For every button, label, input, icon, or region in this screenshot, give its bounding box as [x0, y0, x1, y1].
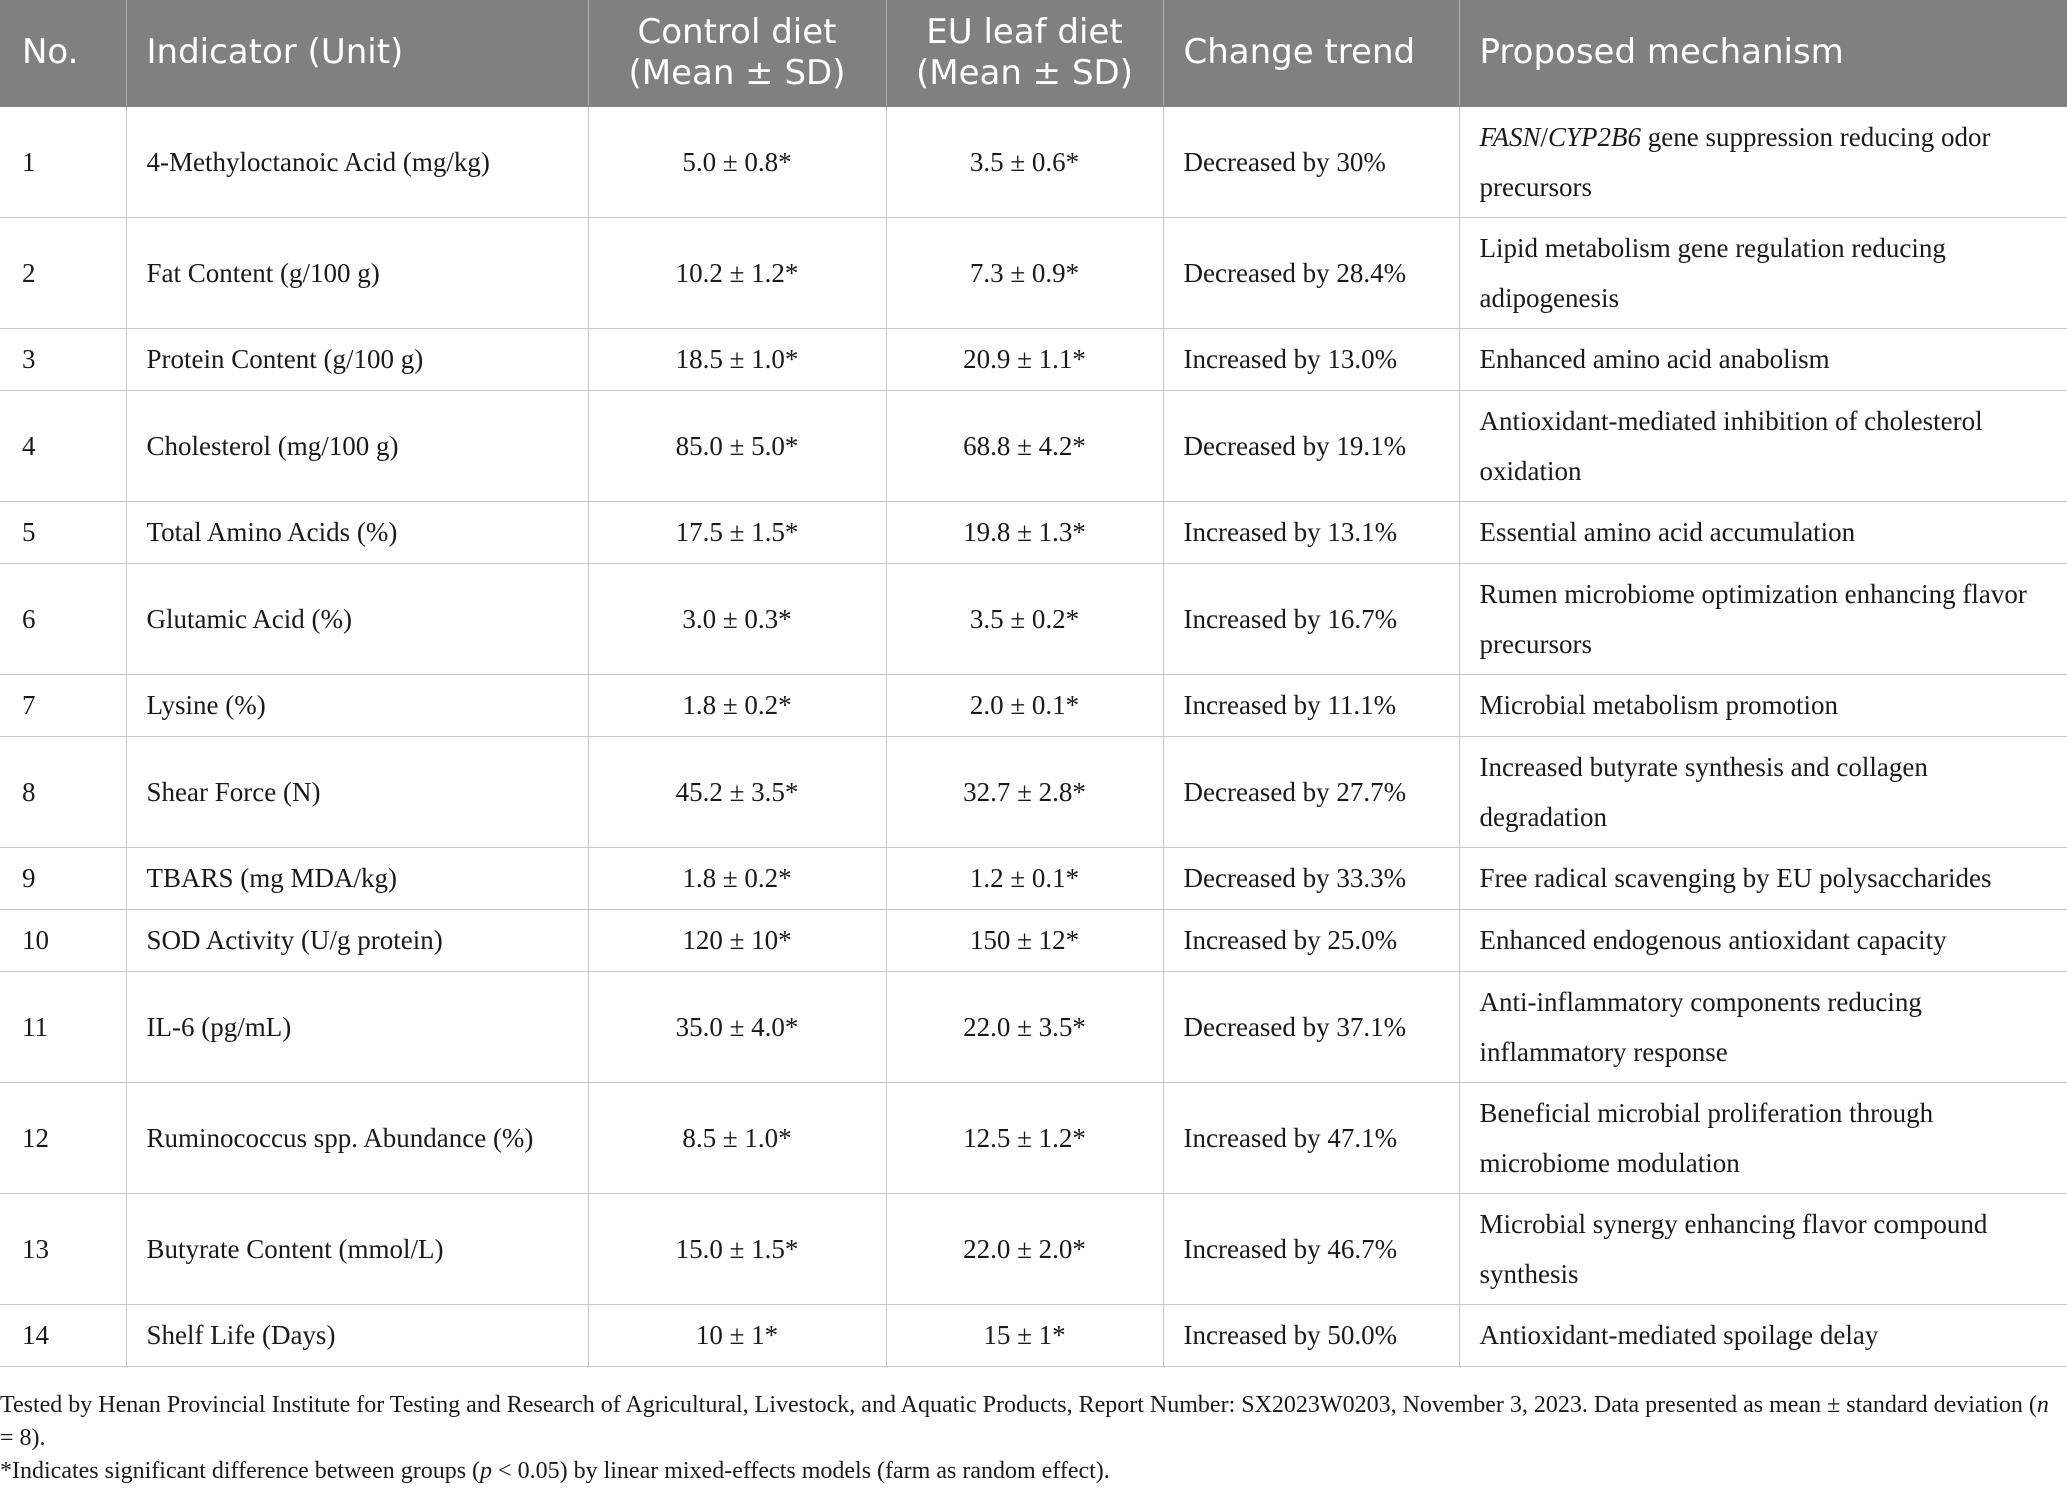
- cell-control: 10.2 ± 1.2*: [588, 217, 886, 328]
- mechanism-text: gene suppression reducing odor precursors: [1479, 121, 1991, 202]
- cell-no: 3: [0, 328, 126, 390]
- cell-mechanism: Enhanced amino acid anabolism: [1459, 328, 2067, 390]
- table-row: [0, 106, 2067, 217]
- cell-eu: 2.0 ± 0.1*: [886, 674, 1163, 736]
- cell-trend: Decreased by 19.1%: [1163, 390, 1459, 501]
- header-eu-line1: EU leaf diet: [926, 11, 1123, 52]
- cell-no: 12: [0, 1082, 126, 1193]
- cell-eu: 3.5 ± 0.2*: [886, 563, 1163, 674]
- cell-eu: 15 ± 1*: [886, 1304, 1163, 1366]
- cell-control: 120 ± 10*: [588, 909, 886, 971]
- header-eu-line2: (Mean ± SD): [915, 52, 1134, 93]
- cell-eu: 20.9 ± 1.1*: [886, 328, 1163, 390]
- cell-mechanism: Anti-inflammatory components reducing inflammatory response: [1459, 971, 2067, 1082]
- cell-control: 18.5 ± 1.0*: [588, 328, 886, 390]
- footnote-source-text: Tested by Henan Provincial Institute for Testing and Research of Agricultural, Livestock, and Aquatic Products, Report Number: SX2023W0203, November 3, 2023. Data presented as mean ± standard deviation (: [0, 1392, 2037, 1418]
- cell-indicator: Lysine (%): [126, 674, 588, 736]
- cell-trend: Decreased by 37.1%: [1163, 971, 1459, 1082]
- cell-control: 3.0 ± 0.3*: [588, 563, 886, 674]
- cell-eu: 3.5 ± 0.6*: [886, 106, 1163, 217]
- cell-indicator: Glutamic Acid (%): [126, 563, 588, 674]
- cell-indicator: Butyrate Content (mmol/L): [126, 1193, 588, 1304]
- header-no: No.: [0, 0, 126, 106]
- cell-eu: 1.2 ± 0.1*: [886, 847, 1163, 909]
- cell-eu: 22.0 ± 3.5*: [886, 971, 1163, 1082]
- cell-trend: Increased by 13.1%: [1163, 501, 1459, 563]
- cell-no: 1: [0, 106, 126, 217]
- cell-indicator: Protein Content (g/100 g): [126, 328, 588, 390]
- cell-trend: Decreased by 33.3%: [1163, 847, 1459, 909]
- footnote-p-symbol: p: [480, 1458, 493, 1484]
- footnote-significance: [0, 1455, 2067, 1488]
- cell-indicator: Shear Force (N): [126, 736, 588, 847]
- table-row: [0, 909, 2067, 971]
- cell-indicator: Total Amino Acids (%): [126, 501, 588, 563]
- cell-mechanism: Enhanced endogenous antioxidant capacity: [1459, 909, 2067, 971]
- cell-no: 11: [0, 971, 126, 1082]
- cell-no: 14: [0, 1304, 126, 1366]
- table-row: [0, 971, 2067, 1082]
- cell-eu: 12.5 ± 1.2*: [886, 1082, 1163, 1193]
- cell-eu: 19.8 ± 1.3*: [886, 501, 1163, 563]
- table-row: [0, 1304, 2067, 1366]
- cell-control: 1.8 ± 0.2*: [588, 674, 886, 736]
- cell-no: 10: [0, 909, 126, 971]
- table-footnotes: [0, 1389, 2067, 1488]
- cell-control: 15.0 ± 1.5*: [588, 1193, 886, 1304]
- cell-control: 45.2 ± 3.5*: [588, 736, 886, 847]
- table-row: [0, 674, 2067, 736]
- cell-mechanism: Beneficial microbial proliferation through microbiome modulation: [1459, 1082, 2067, 1193]
- cell-trend: Increased by 50.0%: [1163, 1304, 1459, 1366]
- cell-no: 8: [0, 736, 126, 847]
- cell-control: 1.8 ± 0.2*: [588, 847, 886, 909]
- header-row: [0, 0, 2067, 106]
- gene-name: FASN: [1479, 121, 1541, 152]
- cell-control: 8.5 ± 1.0*: [588, 1082, 886, 1193]
- cell-trend: Increased by 11.1%: [1163, 674, 1459, 736]
- cell-indicator: Ruminococcus spp. Abundance (%): [126, 1082, 588, 1193]
- cell-eu: 150 ± 12*: [886, 909, 1163, 971]
- header-trend: Change trend: [1163, 0, 1459, 106]
- cell-mechanism: Essential amino acid accumulation: [1459, 501, 2067, 563]
- cell-no: 6: [0, 563, 126, 674]
- cell-control: 17.5 ± 1.5*: [588, 501, 886, 563]
- header-indicator: Indicator (Unit): [126, 0, 588, 106]
- cell-control: 5.0 ± 0.8*: [588, 106, 886, 217]
- cell-mechanism: Rumen microbiome optimization enhancing flavor precursors: [1459, 563, 2067, 674]
- cell-mechanism: Free radical scavenging by EU polysaccharides: [1459, 847, 2067, 909]
- cell-no: 5: [0, 501, 126, 563]
- cell-indicator: Fat Content (g/100 g): [126, 217, 588, 328]
- cell-mechanism: Antioxidant-mediated spoilage delay: [1459, 1304, 2067, 1366]
- cell-control: 85.0 ± 5.0*: [588, 390, 886, 501]
- header-control-line2: (Mean ± SD): [628, 52, 846, 93]
- table-row: [0, 1193, 2067, 1304]
- footnote-source-end: = 8).: [0, 1425, 46, 1451]
- cell-eu: 22.0 ± 2.0*: [886, 1193, 1163, 1304]
- footnote-significance-end: < 0.05) by linear mixed-effects models (farm as random effect).: [492, 1458, 1110, 1484]
- cell-mechanism: [1459, 106, 2067, 217]
- gene-name: CYP2B6: [1548, 121, 1642, 152]
- table-row: [0, 328, 2067, 390]
- cell-indicator: SOD Activity (U/g protein): [126, 909, 588, 971]
- table-row: [0, 847, 2067, 909]
- header-eu: [886, 0, 1163, 106]
- table-row: [0, 1082, 2067, 1193]
- cell-eu: 7.3 ± 0.9*: [886, 217, 1163, 328]
- cell-trend: Decreased by 28.4%: [1163, 217, 1459, 328]
- table-row: [0, 501, 2067, 563]
- footnote-source: [0, 1389, 2067, 1455]
- cell-mechanism: Lipid metabolism gene regulation reducing adipogenesis: [1459, 217, 2067, 328]
- cell-trend: Increased by 13.0%: [1163, 328, 1459, 390]
- header-control-line1: Control diet: [637, 11, 837, 52]
- cell-trend: Increased by 46.7%: [1163, 1193, 1459, 1304]
- footnote-n-symbol: n: [2036, 1392, 2049, 1418]
- cell-eu: 68.8 ± 4.2*: [886, 390, 1163, 501]
- table-row: [0, 390, 2067, 501]
- cell-control: 35.0 ± 4.0*: [588, 971, 886, 1082]
- gene-separator: /: [1540, 121, 1549, 152]
- cell-trend: Increased by 25.0%: [1163, 909, 1459, 971]
- cell-indicator: Shelf Life (Days): [126, 1304, 588, 1366]
- cell-no: 9: [0, 847, 126, 909]
- cell-trend: Decreased by 27.7%: [1163, 736, 1459, 847]
- cell-indicator: TBARS (mg MDA/kg): [126, 847, 588, 909]
- cell-trend: Increased by 47.1%: [1163, 1082, 1459, 1193]
- cell-no: 7: [0, 674, 126, 736]
- cell-control: 10 ± 1*: [588, 1304, 886, 1366]
- table-row: [0, 563, 2067, 674]
- cell-trend: Decreased by 30%: [1163, 106, 1459, 217]
- cell-indicator: Cholesterol (mg/100 g): [126, 390, 588, 501]
- cell-mechanism: Microbial synergy enhancing flavor compound synthesis: [1459, 1193, 2067, 1304]
- cell-no: 13: [0, 1193, 126, 1304]
- cell-indicator: IL-6 (pg/mL): [126, 971, 588, 1082]
- table-row: [0, 217, 2067, 328]
- cell-mechanism: Increased butyrate synthesis and collagen degradation: [1459, 736, 2067, 847]
- header-control: [588, 0, 886, 106]
- header-mechanism: Proposed mechanism: [1459, 0, 2067, 106]
- footnote-significance-text: *Indicates significant difference between groups (: [0, 1458, 481, 1484]
- cell-mechanism: Antioxidant-mediated inhibition of cholesterol oxidation: [1459, 390, 2067, 501]
- cell-no: 4: [0, 390, 126, 501]
- cell-trend: Increased by 16.7%: [1163, 563, 1459, 674]
- table-row: [0, 736, 2067, 847]
- cell-indicator: 4-Methyloctanoic Acid (mg/kg): [126, 106, 588, 217]
- cell-mechanism: Microbial metabolism promotion: [1459, 674, 2067, 736]
- cell-eu: 32.7 ± 2.8*: [886, 736, 1163, 847]
- cell-no: 2: [0, 217, 126, 328]
